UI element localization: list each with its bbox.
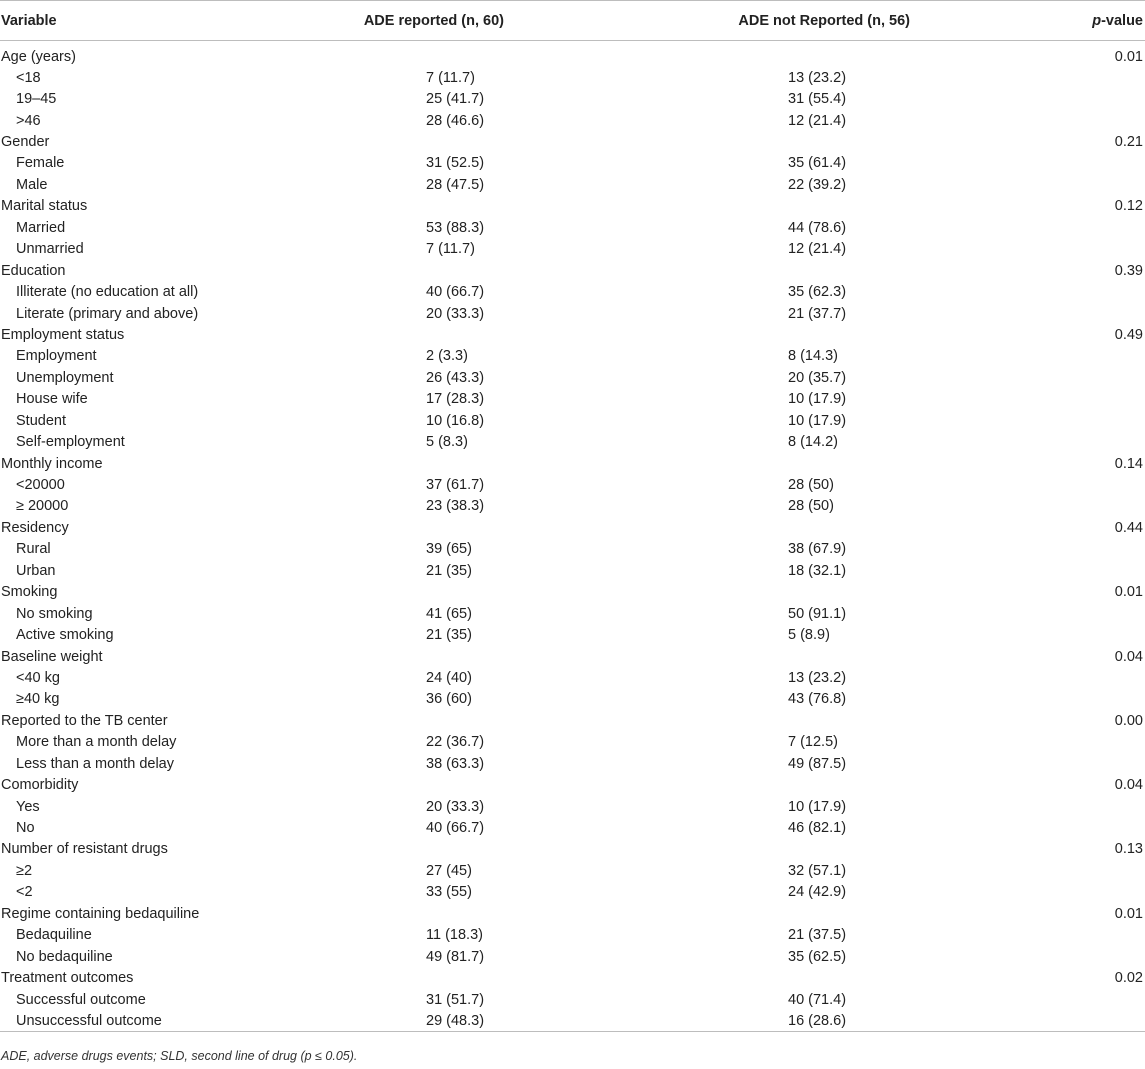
p-value	[1053, 539, 1145, 560]
p-value	[1053, 882, 1145, 903]
p-value: 0.04	[1114, 777, 1143, 794]
ade-not-reported-value: 18 (32.1)	[788, 562, 847, 579]
table-row	[0, 560, 1145, 581]
p-value	[1053, 603, 1145, 624]
ade-not-reported-value: 13 (23.2)	[788, 669, 847, 686]
p-value	[1053, 732, 1145, 753]
ade-not-reported-value	[563, 967, 1053, 988]
category-label: Marital status	[1, 198, 88, 215]
row-label: ≥2	[16, 862, 33, 879]
category-label: Baseline weight	[1, 648, 103, 665]
ade-not-reported-value: 8 (14.2)	[788, 434, 838, 451]
header-ade-reported: ADE reported (n, 60)	[363, 12, 504, 29]
p-value: 0.01	[1114, 584, 1143, 601]
ade-not-reported-value: 5 (8.9)	[788, 627, 830, 644]
table-row	[0, 389, 1145, 410]
table-row	[0, 753, 1145, 774]
ade-not-reported-value: 21 (37.5)	[788, 927, 847, 944]
p-value	[1053, 239, 1145, 260]
table-row	[0, 174, 1145, 195]
ade-not-reported-value	[563, 517, 1053, 538]
ade-reported-value	[220, 196, 563, 217]
ade-not-reported-value: 22 (39.2)	[788, 176, 847, 193]
table-row	[0, 882, 1145, 903]
ade-not-reported-value	[563, 710, 1053, 731]
p-value	[1053, 860, 1145, 881]
ade-reported-value	[220, 260, 563, 281]
table-row	[0, 667, 1145, 688]
ade-reported-value: 10 (16.8)	[426, 412, 485, 429]
p-value	[1053, 667, 1145, 688]
ade-reported-value: 7 (11.7)	[426, 241, 475, 258]
p-value	[1053, 303, 1145, 324]
p-value: 0.00	[1114, 712, 1143, 729]
ade-reported-value	[220, 324, 563, 345]
row-label: Male	[16, 176, 48, 193]
ade-reported-value: 17 (28.3)	[426, 391, 485, 408]
ade-reported-value: 40 (66.7)	[426, 820, 485, 837]
ade-reported-value: 22 (36.7)	[426, 734, 485, 751]
category-row	[0, 324, 1145, 345]
p-value: 0.14	[1114, 455, 1143, 472]
ade-not-reported-value: 44 (78.6)	[788, 219, 847, 236]
p-value	[1053, 281, 1145, 302]
p-value: 0.21	[1114, 134, 1143, 151]
p-value	[1053, 989, 1145, 1010]
p-value	[1053, 389, 1145, 410]
ade-not-reported-value: 24 (42.9)	[788, 884, 847, 901]
p-value	[1053, 153, 1145, 174]
ade-reported-value: 21 (35)	[426, 562, 472, 579]
ade-not-reported-value	[563, 260, 1053, 281]
table-header	[0, 1, 1145, 41]
ade-not-reported-value: 28 (50)	[788, 477, 834, 494]
category-row	[0, 41, 1145, 68]
table-row	[0, 110, 1145, 131]
table-row	[0, 860, 1145, 881]
row-label: Bedaquiline	[16, 927, 92, 944]
ade-reported-value	[220, 582, 563, 603]
p-value: 0.01	[1114, 49, 1143, 65]
category-row	[0, 453, 1145, 474]
ade-not-reported-value: 32 (57.1)	[788, 862, 847, 879]
ade-not-reported-value	[563, 839, 1053, 860]
ade-reported-value: 11 (18.3)	[426, 927, 483, 944]
table-row	[0, 946, 1145, 967]
category-label: Reported to the TB center	[1, 712, 168, 729]
ade-reported-value: 20 (33.3)	[426, 305, 485, 322]
ade-not-reported-value: 21 (37.7)	[788, 305, 847, 322]
table-row	[0, 689, 1145, 710]
p-value	[1053, 496, 1145, 517]
ade-not-reported-value	[563, 582, 1053, 603]
ade-not-reported-value: 35 (62.5)	[788, 948, 847, 965]
ade-not-reported-value	[563, 41, 1053, 68]
ade-not-reported-value	[563, 903, 1053, 924]
ade-reported-value: 36 (60)	[426, 691, 472, 708]
p-value: 0.39	[1114, 262, 1143, 279]
table-row	[0, 67, 1145, 88]
p-value: 0.44	[1114, 519, 1143, 536]
p-value	[1053, 367, 1145, 388]
p-value	[1053, 796, 1145, 817]
row-label: <20000	[16, 477, 65, 494]
category-label: Monthly income	[1, 455, 103, 472]
ade-reported-value: 7 (11.7)	[426, 69, 475, 86]
ade-reported-value: 28 (47.5)	[426, 176, 485, 193]
p-value	[1053, 88, 1145, 109]
row-label: Employment	[16, 348, 97, 365]
category-label: Treatment outcomes	[1, 970, 134, 987]
ade-reported-value	[220, 967, 563, 988]
ade-not-reported-value: 12 (21.4)	[788, 241, 847, 258]
row-label: Yes	[16, 798, 40, 815]
p-value	[1053, 624, 1145, 645]
table-row	[0, 603, 1145, 624]
ade-reported-value: 41 (65)	[426, 605, 472, 622]
ade-not-reported-value: 10 (17.9)	[788, 798, 847, 815]
ade-not-reported-value	[563, 646, 1053, 667]
category-label: Residency	[1, 519, 69, 536]
ade-reported-value	[220, 41, 563, 68]
table-row	[0, 281, 1145, 302]
p-value	[1053, 67, 1145, 88]
p-value: 0.12	[1114, 198, 1143, 215]
ade-not-reported-value: 35 (61.4)	[788, 155, 847, 172]
category-label: Smoking	[1, 584, 58, 601]
ade-not-reported-value: 38 (67.9)	[788, 541, 847, 558]
ade-reported-value: 20 (33.3)	[426, 798, 485, 815]
header-variable: Variable	[1, 12, 57, 29]
ade-reported-value	[220, 131, 563, 152]
ade-reported-value: 2 (3.3)	[426, 348, 468, 365]
ade-reported-value: 33 (55)	[426, 884, 472, 901]
table-row	[0, 88, 1145, 109]
row-label: No	[16, 820, 35, 837]
header-ade-not-reported: ADE not Reported (n, 56)	[738, 12, 910, 29]
header-p-value	[1053, 1, 1145, 41]
ade-reported-value: 23 (38.3)	[426, 498, 485, 515]
p-value	[1053, 346, 1145, 367]
p-value: 0.01	[1114, 905, 1143, 922]
ade-reported-value: 39 (65)	[426, 541, 472, 558]
ade-reported-value	[220, 710, 563, 731]
p-value	[1053, 817, 1145, 838]
p-value: 0.13	[1114, 841, 1143, 858]
category-label: Number of resistant drugs	[1, 841, 168, 858]
table-row	[0, 346, 1145, 367]
table-body	[0, 41, 1145, 1032]
table-row	[0, 796, 1145, 817]
ade-not-reported-value: 35 (62.3)	[788, 284, 847, 301]
ade-reported-value: 5 (8.3)	[426, 434, 468, 451]
category-row	[0, 774, 1145, 795]
p-value	[1053, 925, 1145, 946]
table-row	[0, 1010, 1145, 1031]
row-label: Urban	[16, 562, 56, 579]
header-row	[0, 1, 1145, 41]
category-label: Age (years)	[1, 49, 76, 65]
p-value: 0.49	[1114, 326, 1143, 343]
p-value	[1053, 410, 1145, 431]
ade-reported-value	[220, 774, 563, 795]
category-row	[0, 582, 1145, 603]
ade-reported-value: 40 (66.7)	[426, 284, 485, 301]
ade-not-reported-value	[563, 453, 1053, 474]
category-label: Employment status	[1, 326, 125, 343]
ade-reported-value: 26 (43.3)	[426, 369, 485, 386]
ade-reported-value: 38 (63.3)	[426, 755, 485, 772]
ade-reported-value	[220, 839, 563, 860]
p-value	[1053, 431, 1145, 452]
table-row	[0, 496, 1145, 517]
row-label: Unsuccessful outcome	[16, 1012, 162, 1029]
row-label: >46	[16, 112, 41, 129]
ade-reported-value	[220, 903, 563, 924]
row-label: Unmarried	[16, 241, 84, 258]
row-label: 19–45	[16, 91, 57, 108]
ade-reported-value: 31 (51.7)	[426, 991, 485, 1008]
table-row	[0, 367, 1145, 388]
category-label: Regime containing bedaquiline	[1, 905, 200, 922]
ade-not-reported-value: 50 (91.1)	[788, 605, 847, 622]
row-label: Illiterate (no education at all)	[16, 284, 199, 301]
row-label: Unemployment	[16, 369, 114, 386]
ade-reported-value: 28 (46.6)	[426, 112, 485, 129]
table-row	[0, 217, 1145, 238]
ade-not-reported-value	[563, 774, 1053, 795]
category-row	[0, 710, 1145, 731]
category-label: Comorbidity	[1, 777, 79, 794]
table-row	[0, 732, 1145, 753]
p-value	[1053, 110, 1145, 131]
ade-not-reported-value: 46 (82.1)	[788, 820, 847, 837]
category-label: Education	[1, 262, 66, 279]
ade-reported-value: 24 (40)	[426, 669, 472, 686]
p-value: 0.04	[1114, 648, 1143, 665]
category-row	[0, 903, 1145, 924]
row-label: ≥40 kg	[16, 691, 60, 708]
row-label: Rural	[16, 541, 51, 558]
row-label: Married	[16, 219, 66, 236]
p-value	[1053, 474, 1145, 495]
row-label: <2	[16, 884, 33, 901]
p-value	[1053, 217, 1145, 238]
ade-not-reported-value: 40 (71.4)	[788, 991, 847, 1008]
category-row	[0, 646, 1145, 667]
table-row	[0, 925, 1145, 946]
ade-not-reported-value: 7 (12.5)	[788, 734, 838, 751]
p-value: 0.02	[1114, 970, 1143, 987]
ade-not-reported-value: 12 (21.4)	[788, 112, 847, 129]
header-p-italic: p	[1092, 12, 1102, 29]
ade-reported-value	[220, 453, 563, 474]
p-value	[1053, 1010, 1145, 1031]
table-row	[0, 153, 1145, 174]
table-row	[0, 624, 1145, 645]
row-label: Self-employment	[16, 434, 125, 451]
ade-not-reported-value	[563, 324, 1053, 345]
p-value	[1053, 689, 1145, 710]
ade-not-reported-value: 10 (17.9)	[788, 391, 847, 408]
ade-not-reported-value: 10 (17.9)	[788, 412, 847, 429]
table-row	[0, 303, 1145, 324]
category-row	[0, 967, 1145, 988]
row-label: <18	[16, 69, 41, 86]
category-row	[0, 131, 1145, 152]
ade-reported-value: 31 (52.5)	[426, 155, 485, 172]
ade-reported-value: 53 (88.3)	[426, 219, 485, 236]
row-label: Literate (primary and above)	[16, 305, 199, 322]
ade-not-reported-value: 49 (87.5)	[788, 755, 847, 772]
row-label: Female	[16, 155, 65, 172]
ade-not-reported-value	[563, 196, 1053, 217]
table-row	[0, 474, 1145, 495]
category-row	[0, 839, 1145, 860]
ade-not-reported-value: 20 (35.7)	[788, 369, 847, 386]
ade-reported-value: 21 (35)	[426, 627, 472, 644]
ade-reported-value: 37 (61.7)	[426, 477, 485, 494]
table-row	[0, 239, 1145, 260]
ade-reported-value: 49 (81.7)	[426, 948, 485, 965]
header-p-suffix: -value	[1101, 12, 1143, 29]
ade-not-reported-value: 16 (28.6)	[788, 1012, 847, 1029]
row-label: ≥ 20000	[16, 498, 69, 515]
ade-reported-value: 25 (41.7)	[426, 91, 485, 108]
ade-reported-value: 29 (48.3)	[426, 1012, 485, 1029]
p-value	[1053, 174, 1145, 195]
row-label: Active smoking	[16, 627, 114, 644]
p-value	[1053, 753, 1145, 774]
row-label: House wife	[16, 391, 88, 408]
ade-reported-value	[220, 517, 563, 538]
row-label: <40 kg	[16, 669, 60, 686]
table-row	[0, 410, 1145, 431]
category-row	[0, 196, 1145, 217]
ade-not-reported-value: 8 (14.3)	[788, 348, 838, 365]
ade-reported-value: 27 (45)	[426, 862, 472, 879]
ade-not-reported-value: 31 (55.4)	[788, 91, 847, 108]
ade-not-reported-value	[563, 131, 1053, 152]
table-row	[0, 989, 1145, 1010]
row-label: More than a month delay	[16, 734, 177, 751]
row-label: No bedaquiline	[16, 948, 113, 965]
ade-not-reported-value: 28 (50)	[788, 498, 834, 515]
row-label: Student	[16, 412, 66, 429]
table-row	[0, 817, 1145, 838]
table-row	[0, 539, 1145, 560]
p-value	[1053, 560, 1145, 581]
row-label: No smoking	[16, 605, 93, 622]
ade-reported-value	[220, 646, 563, 667]
row-label: Less than a month delay	[16, 755, 174, 772]
p-value	[1053, 946, 1145, 967]
table-footnote: ADE, adverse drugs events; SLD, second line of drug (p ≤ 0.05).	[1, 1049, 358, 1063]
ade-not-reported-value: 43 (76.8)	[788, 691, 847, 708]
category-row	[0, 260, 1145, 281]
row-label: Successful outcome	[16, 991, 146, 1008]
table-row	[0, 431, 1145, 452]
category-row	[0, 517, 1145, 538]
category-label: Gender	[1, 134, 50, 151]
ade-not-reported-value: 13 (23.2)	[788, 69, 847, 86]
